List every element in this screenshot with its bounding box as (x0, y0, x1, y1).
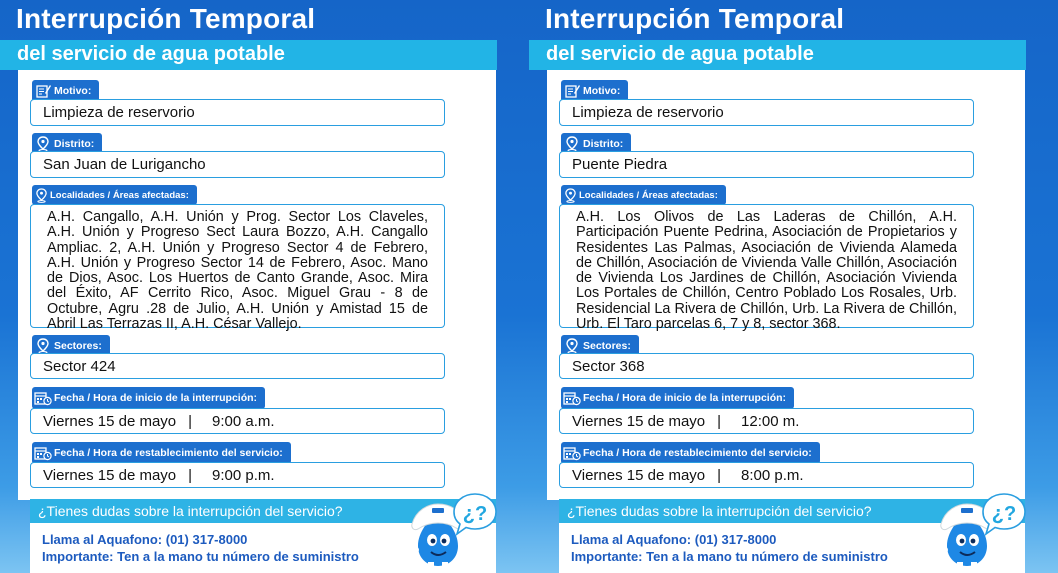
localidades-label-text: Localidades / Áreas afectadas: (579, 189, 718, 201)
inicio-label (32, 387, 265, 409)
location-pin-icon (32, 184, 50, 206)
location-pin-icon (561, 184, 579, 206)
page-subtitle: del servicio de agua potable (546, 43, 814, 65)
page-title: Interrupción Temporal (545, 3, 845, 34)
restablecimiento-date: Viernes 15 de mayo (43, 466, 177, 484)
restablecimiento-time: 9:00 p.m. (212, 466, 275, 484)
inicio-label-text: Fecha / Hora de inicio de la interrupción: (583, 392, 787, 404)
calendar-clock-icon (32, 387, 54, 409)
announcement-panel-right (529, 0, 1049, 573)
motivo-label-text: Motivo: (583, 85, 621, 97)
restablecimiento-value (30, 462, 445, 488)
distrito-value: Puente Piedra (559, 151, 974, 178)
restablecimiento-date: Viernes 15 de mayo (572, 466, 706, 484)
aquafono-phone: Llama al Aquafono: (01) 317-8000 (42, 532, 248, 547)
localidades-label (32, 185, 197, 205)
inicio-value (559, 408, 974, 434)
localidades-value: A.H. Los Olivos de Las Laderas de Chillón, A.H. Participación Puente Pedrina, Asociación de Propietarios y Residentes Las Palmas, Asociación de Vivienda Alameda de Chillón, Asociación de Vivienda Valle Chillón, Asociación de Vivienda Los Jardines de Chillón, Asociación Vivienda Los Portales de Chillón, Centro Poblado Los Rosales, Urb. Residencial La Rivera de Chillón, Urb. La Rivera de Chillón, Urb. El Taro parcelas 6, 7 y 8, sector 368. (559, 204, 974, 328)
localidades-label-text: Localidades / Áreas afectadas: (50, 189, 189, 201)
inicio-time: 12:00 m. (741, 412, 800, 430)
inicio-date: Viernes 15 de mayo (572, 412, 706, 430)
localidades-value: A.H. Cangallo, A.H. Unión y Prog. Sector Los Claveles, A.H. Unión y Progreso Sect Laura Bozzo, A.H. Cangallo Ampliac. 2, A.H. Unión y Progreso Sector 4 de Febrero, A.H. Unión y Progreso Sector 14 de Febrero, Asoc. Mano de Dios, Asoc. Los Huertos de Canto Grande, Asoc. Mira del Éxito, AF Cerrito Rico, Asoc. Miguel Grau - 8 de Octubre, Agru .28 de Julio, A.H. Unión y Amistad 15 de Abril Las Terrazas II, A.H. César Vallejo. (30, 204, 445, 328)
inicio-value (30, 408, 445, 434)
subtitle-bar (0, 40, 497, 70)
motivo-value: Limpieza de reservorio (559, 99, 974, 126)
question-bubble (981, 492, 1027, 536)
motivo-label-text: Motivo: (54, 85, 92, 97)
separator: | (188, 412, 193, 430)
restablecimiento-value (559, 462, 974, 488)
bubble-text: ¿? (991, 503, 1017, 525)
restablecimiento-label-text: Fecha / Hora de restablecimiento del servicio: (583, 447, 812, 459)
localidades-label (561, 185, 726, 205)
restablecimiento-label-text: Fecha / Hora de restablecimiento del servicio: (54, 447, 283, 459)
restablecimiento-label (561, 442, 820, 464)
help-question: ¿Tienes dudas sobre la interrupción del servicio? (567, 503, 872, 519)
inicio-label-text: Fecha / Hora de inicio de la interrupción: (54, 392, 258, 404)
question-bubble (452, 492, 498, 536)
sectores-value: Sector 424 (30, 353, 445, 379)
separator: | (717, 466, 722, 484)
sectores-label-text: Sectores: (54, 340, 102, 352)
distrito-label-text: Distrito: (54, 138, 95, 150)
important-note: Importante: Ten a la mano tu número de suministro (571, 549, 888, 564)
calendar-clock-icon (561, 387, 583, 409)
motivo-value: Limpieza de reservorio (30, 99, 445, 126)
page-subtitle: del servicio de agua potable (17, 43, 285, 65)
inicio-date: Viernes 15 de mayo (43, 412, 177, 430)
bubble-text: ¿? (462, 503, 488, 525)
distrito-label-text: Distrito: (583, 138, 624, 150)
important-note: Importante: Ten a la mano tu número de suministro (42, 549, 359, 564)
inicio-label (561, 387, 794, 409)
separator: | (188, 466, 193, 484)
distrito-value: San Juan de Lurigancho (30, 151, 445, 178)
help-question: ¿Tienes dudas sobre la interrupción del servicio? (38, 503, 343, 519)
restablecimiento-label (32, 442, 291, 464)
page-title: Interrupción Temporal (16, 3, 316, 34)
restablecimiento-time: 8:00 p.m. (741, 466, 804, 484)
calendar-clock-icon (32, 442, 54, 464)
sectores-label-text: Sectores: (583, 340, 631, 352)
separator: | (717, 412, 722, 430)
sectores-value: Sector 368 (559, 353, 974, 379)
aquafono-phone: Llama al Aquafono: (01) 317-8000 (571, 532, 777, 547)
calendar-clock-icon (561, 442, 583, 464)
inicio-time: 9:00 a.m. (212, 412, 275, 430)
subtitle-bar (529, 40, 1026, 70)
announcement-panel-puente-left (0, 0, 520, 573)
